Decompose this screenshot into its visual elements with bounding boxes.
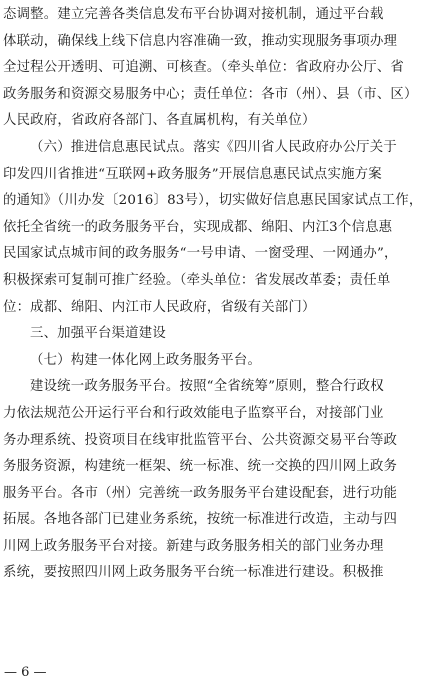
text-line-17: 务办理系统、投资项目在线审批监管平台、公共资源交易平台等政 — [3, 432, 398, 448]
text-line-3: 全过程公开透明、可追溯、可核查。（牵头单位：省政府办公厅、省 — [3, 60, 405, 76]
section-6-heading-line: （六）推进信息惠民试点。落实《四川省人民政府办公厅关于 — [30, 139, 397, 155]
page-number: — 6 — — [4, 665, 47, 680]
text-line-21: 川网上政务服务平台对接。新建与政务服务相关的部门业务办理 — [3, 538, 384, 554]
text-line-7: 印发四川省推进“互联网+政务服务”开展信息惠民试点实施方案 — [3, 166, 382, 182]
text-line-18: 务服务资源，构建统一框架、统一标准、统一交换的四川网上政务 — [3, 459, 398, 475]
text-line-20: 拓展。各地各部门已建业务系统，按统一标准进行改造，主动与四 — [3, 512, 398, 528]
text-line-9: 依托全省统一的政务服务平台，实现成都、绵阳、内江3个信息惠 — [3, 219, 393, 235]
text-line-4: 政务服务和资源交易服务中心；责任单位：各市（州）、县（市、区） — [3, 86, 418, 102]
text-line-15: 建设统一政务服务平台。按照“全省统筹”原则，整合行政权 — [30, 379, 384, 395]
text-line-2: 体联动，确保线上线下信息内容准确一致，推动实现服务事项办理 — [3, 33, 398, 49]
section-3-heading: 三、加强平台渠道建设 — [30, 326, 166, 342]
text-line-19: 服务平台。各市（州）完善统一政务服务平台建设配套，进行功能 — [3, 485, 398, 501]
section-7-heading: （七）构建一体化网上政务服务平台。 — [30, 352, 262, 368]
text-line-8: 的通知》（川办发〔2016〕83号），切实做好信息惠民国家试点工作， — [3, 193, 423, 209]
text-line-5: 人民政府，省政府各部门、各直属机构，有关单位） — [3, 113, 316, 129]
text-line-16: 力依法规范公开运行平台和行政效能电子监察平台，对接部门业 — [3, 405, 384, 421]
text-line-10: 民国家试点城市间的政务服务“一号申请、一窗受理、一网通办”， — [3, 246, 398, 262]
text-line-11: 积极探索可复制可推广经验。（牵头单位：省发展改革委；责任单 — [3, 272, 391, 288]
text-line-1: 态调整。建立完善各类信息发布平台协调对接机制，通过平台载 — [3, 7, 384, 22]
text-line-12: 位：成都、绵阳、内江市人民政府，省级有关部门） — [3, 299, 316, 315]
text-line-22: 系统，要按照四川网上政务服务平台统一标准进行建设。积极推 — [3, 565, 384, 581]
